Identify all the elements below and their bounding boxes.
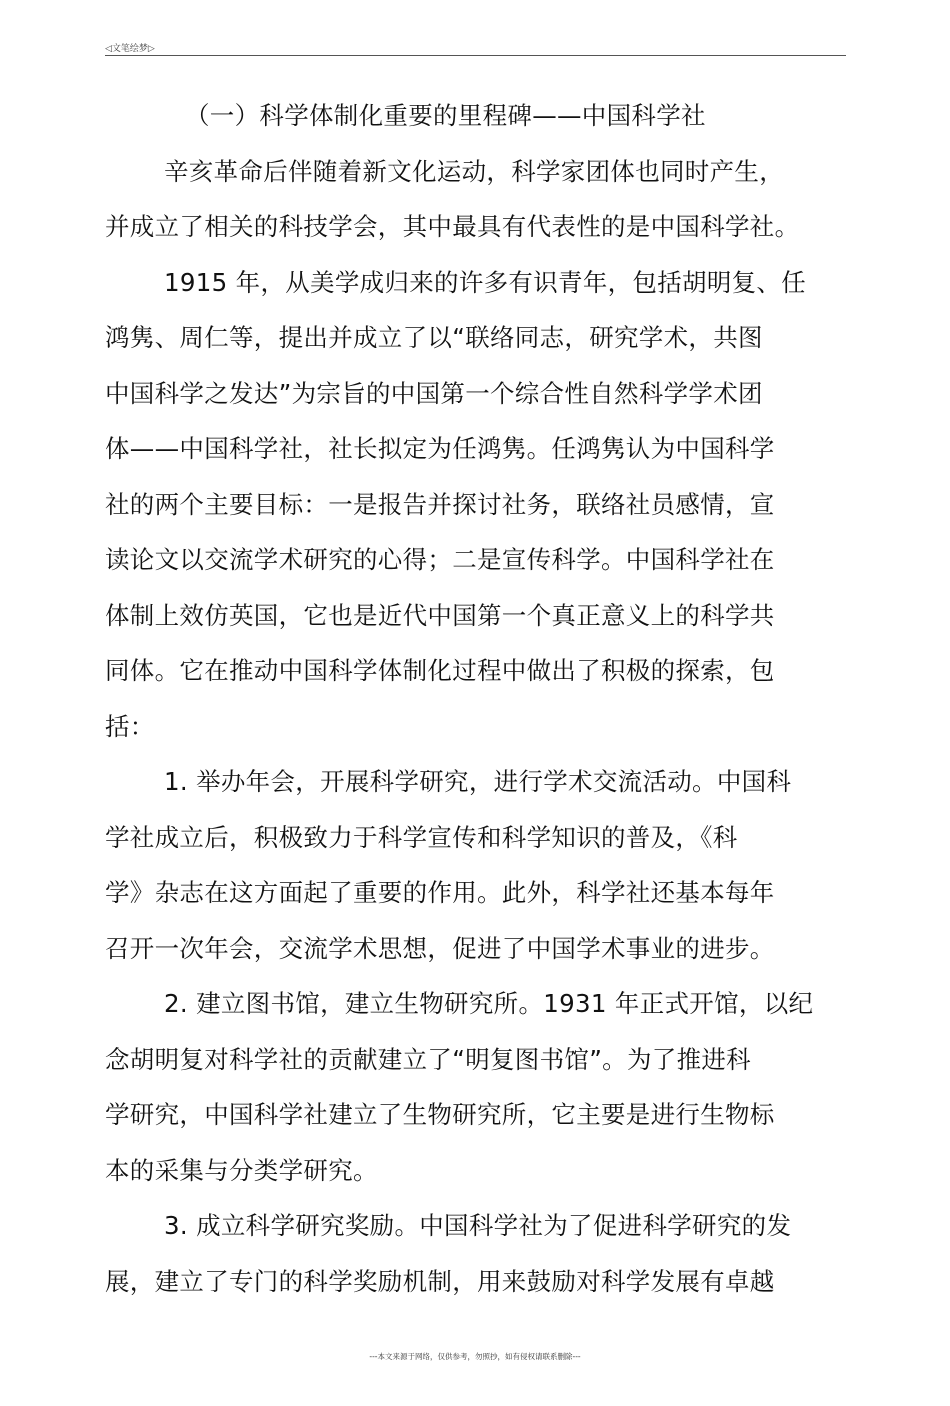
paragraph-4 [105,976,846,1198]
paragraph-line: 学社成立后，积极致力于科学宣传和科学知识的普及，《科 [105,822,738,852]
header-logo-mark: ◁文笔绘梦▷ [105,44,155,54]
paragraph-line: 括： [105,711,155,741]
paragraph-line: 鸿隽、周仁等，提出并成立了以“联络同志，研究学术，共图 [105,323,763,352]
paragraph-line: 2. 建立图书馆，建立生物研究所。1931 年正式开馆，以纪 [164,989,814,1018]
paragraph-line: 体——中国科学社，社长拟定为任鸿隽。任鸿隽认为中国科学 [105,434,775,463]
document-body [105,88,846,1309]
paragraph-line: 读论文以交流学术研究的心得；二是宣传科学。中国科学社在 [105,545,775,574]
paragraph-line: 展，建立了专门的科学奖励机制，用来鼓励对科学发展有卓越 [105,1266,775,1296]
header-divider [105,55,846,56]
paragraph-line: 学研究，中国科学社建立了生物研究所，它主要是进行生物标 [105,1100,775,1129]
paragraph-line: 辛亥革命后伴随着新文化运动，科学家团体也同时产生， [164,156,784,186]
footer-disclaimer: ---本文来源于网络，仅供参考，勿照抄，如有侵权请联系删除--- [369,1352,581,1361]
paragraph-line: 1. 举办年会，开展科学研究，进行学术交流活动。中国科 [164,767,792,796]
paragraph-line: 中国科学之发达”为宗旨的中国第一个综合性自然科学学术团 [105,378,763,408]
paragraph-line: 1915 年，从美学成归来的许多有识青年，包括胡明复、任 [164,267,807,297]
section-title: （一）科学体制化重要的里程碑——中国科学社 [185,101,706,130]
paragraph-line: 本的采集与分类学研究。 [105,1155,378,1185]
paragraph-3 [105,754,846,976]
paragraph-5 [105,1198,846,1309]
paragraph-line: 社的两个主要目标：一是报告并探讨社务，联络社员感情，宣 [105,489,775,519]
paragraph-1 [105,144,846,255]
paragraph-line: 同体。它在推动中国科学体制化过程中做出了积极的探索，包 [105,656,775,685]
paragraph-line: 并成立了相关的科技学会，其中最具有代表性的是中国科学社。 [105,212,800,241]
paragraph-line: 召开一次年会，交流学术思想，促进了中国学术事业的进步。 [105,933,775,963]
paragraph-line: 学》杂志在这方面起了重要的作用。此外，科学社还基本每年 [105,878,775,907]
paragraph-2 [105,255,846,755]
paragraph-line: 3. 成立科学研究奖励。中国科学社为了促进科学研究的发 [164,1211,792,1240]
paragraph-line: 念胡明复对科学社的贡献建立了“明复图书馆”。为了推进科 [105,1044,751,1074]
paragraph-line: 体制上效仿英国，它也是近代中国第一个真正意义上的科学共 [105,600,775,630]
